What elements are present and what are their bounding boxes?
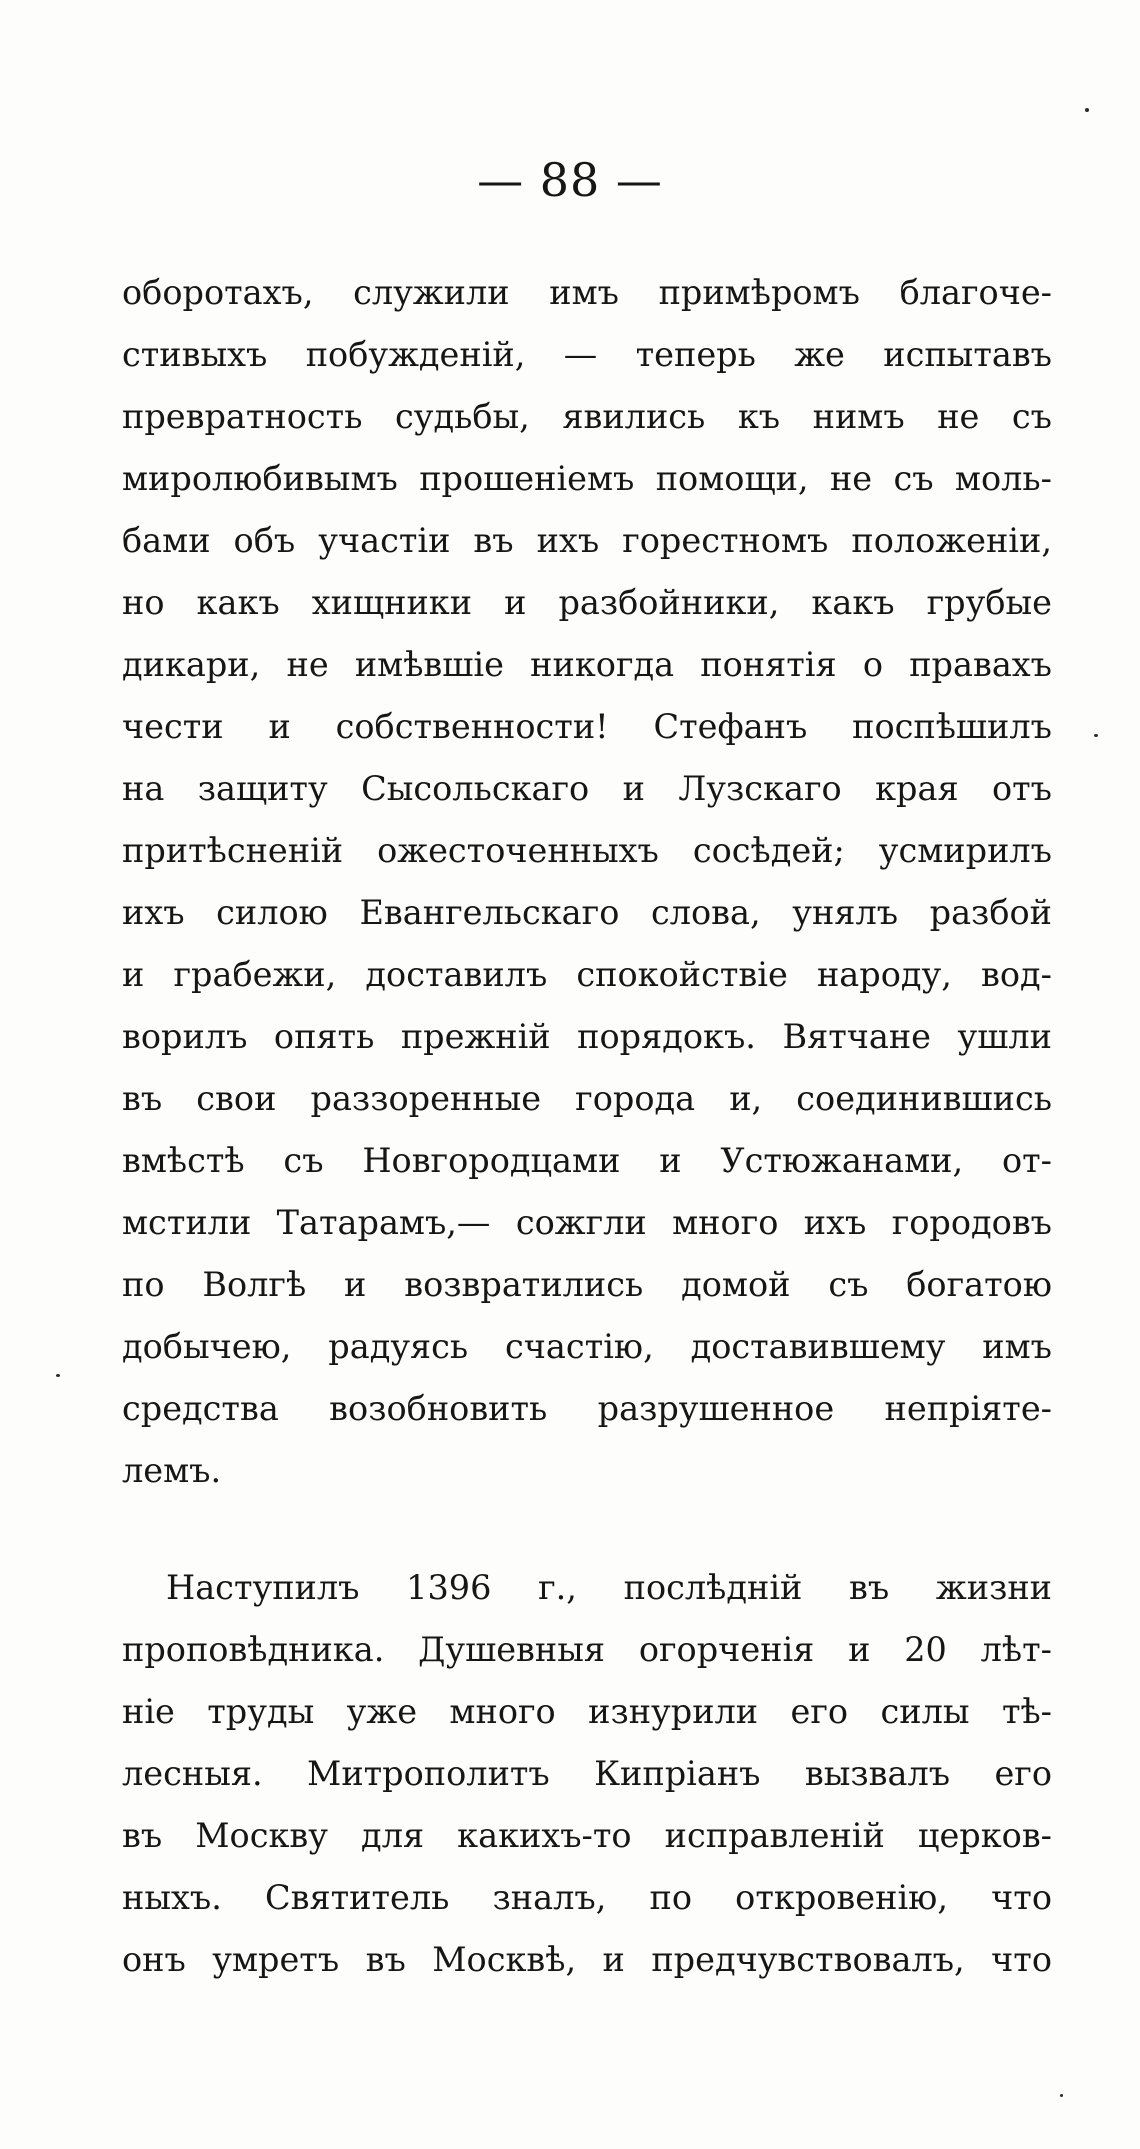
text-line: но какъ хищники и разбойники, какъ грубые (122, 583, 1052, 622)
text-line: бами объ участіи въ ихъ горестномъ положеніи, (122, 521, 1052, 560)
text-line: Наступилъ 1396 г., послѣдній въ жизни (166, 1568, 1052, 1607)
text-line: проповѣдника. Душевныя огорченія и 20 лѣт- (122, 1630, 1052, 1669)
text-line: на защиту Сысольскаго и Лузскаго края отъ (122, 769, 1052, 808)
text-line: по Волгѣ и возвратились домой съ богатою (122, 1265, 1052, 1304)
text-line: ніе труды уже много изнурили его силы тѣ- (122, 1692, 1052, 1731)
text-line: въ Москву для какихъ-то исправленій церков- (122, 1816, 1052, 1855)
text-line: стивыхъ побужденій, — теперь же испытавъ (122, 335, 1052, 374)
text-line: лемъ. (122, 1451, 222, 1490)
paragraph-1 (122, 262, 1052, 1502)
scan-speck (1085, 108, 1089, 112)
text-line: вмѣстѣ съ Новгородцами и Устюжанами, от- (122, 1141, 1052, 1180)
text-line: миролюбивымъ прошеніемъ помощи, не съ моль- (122, 459, 1052, 498)
text-line: ныхъ. Святитель зналъ, по откровенію, что (122, 1878, 1052, 1917)
text-line: онъ умретъ въ Москвѣ, и предчувствовалъ, что (122, 1940, 1052, 1979)
text-line: добычею, радуясь счастію, доставившему имъ (122, 1327, 1052, 1366)
page-number: — 88 — (477, 153, 663, 207)
paragraph-2 (122, 1557, 1052, 1991)
text-line: и грабежи, доставилъ спокойствіе народу, вод- (122, 955, 1052, 994)
text-line: въ свои раззоренные города и, соединившись (122, 1079, 1052, 1118)
text-line: лесныя. Митрополитъ Кипріанъ вызвалъ его (122, 1754, 1052, 1793)
text-line: средства возобновить разрушенное непріяте- (122, 1389, 1052, 1428)
scan-speck (56, 1374, 60, 1377)
text-line: дикари, не имѣвшіе никогда понятія о правахъ (122, 645, 1052, 684)
text-line: ворилъ опять прежній порядокъ. Вятчане ушли (122, 1017, 1052, 1056)
text-line: мстили Татарамъ,— сожгли много ихъ городовъ (122, 1203, 1052, 1242)
scan-speck (1094, 734, 1098, 737)
text-line: притѣсненій ожесточенныхъ сосѣдей; усмирилъ (122, 831, 1052, 870)
scan-speck (1060, 2094, 1063, 2097)
text-line: оборотахъ, служили имъ примѣромъ благоче- (122, 273, 1052, 312)
text-line: чести и собственности! Стефанъ поспѣшилъ (122, 707, 1052, 746)
text-line: превратность судьбы, явились къ нимъ не съ (122, 397, 1052, 436)
text-line: ихъ силою Евангельскаго слова, унялъ разбой (122, 893, 1052, 932)
